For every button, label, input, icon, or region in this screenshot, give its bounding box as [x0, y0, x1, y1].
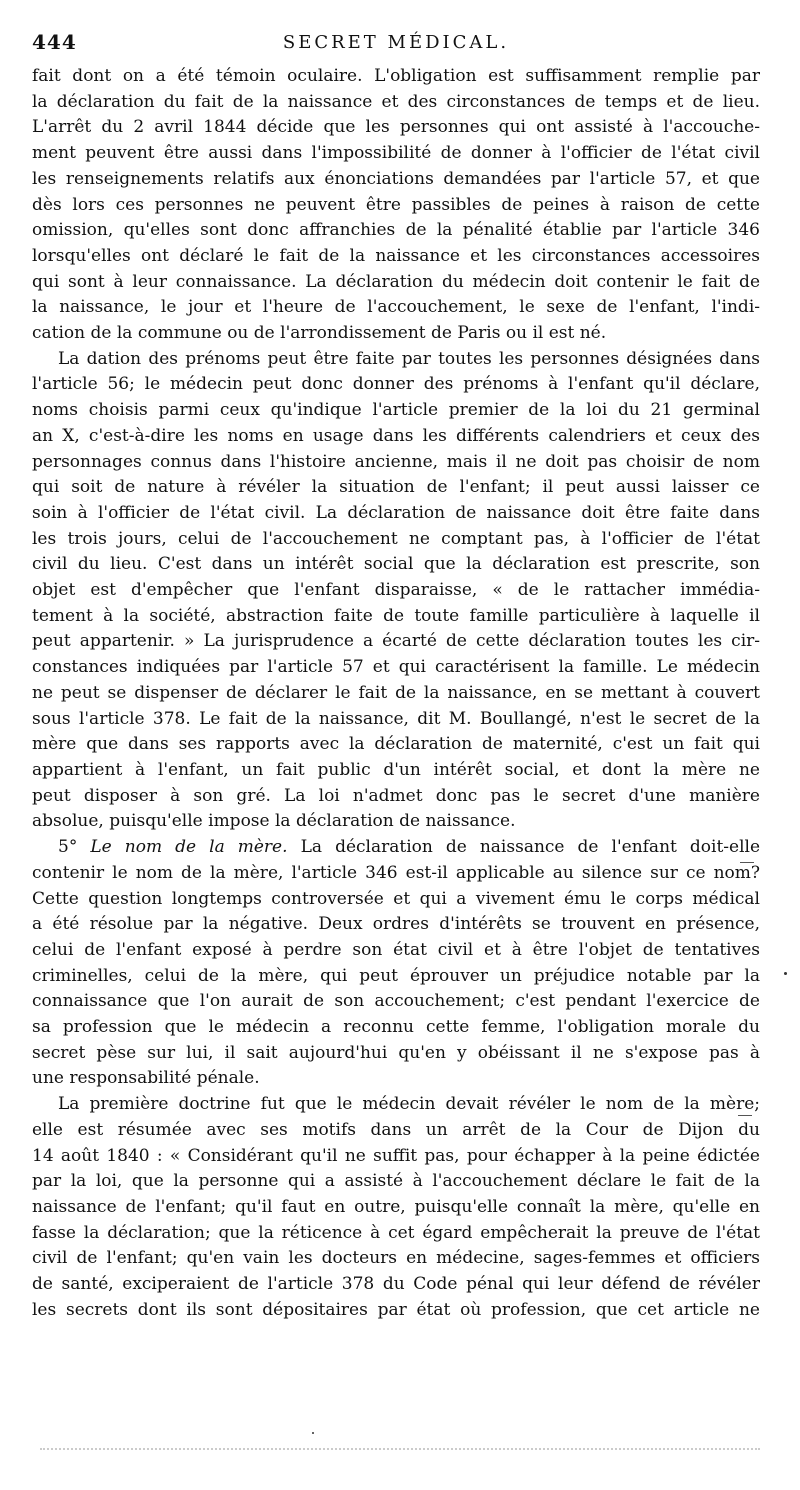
text-line: naissance de l'enfant; qu'il faut en outre, puisqu'elle connaît la mère, qu'elle en [32, 1196, 760, 1217]
text-line: les secrets dont ils sont dépositaires par état où profession, que cet article ne [32, 1299, 760, 1320]
text-line: cation de la commune ou de l'arrondissement de Paris ou il est né. [32, 323, 607, 344]
paragraph-first-line: La dation des prénoms peut être faite par toutes les personnes désignées dans [58, 348, 760, 369]
text-line: civil du lieu. C'est dans un intérêt social que la déclaration est prescrite, son [32, 554, 760, 575]
text-line: connaissance que l'on aurait de son accouchement; c'est pendant l'exercice de [32, 991, 760, 1012]
text-line: sous l'article 378. Le fait de la naissance, dit M. Boullangé, n'est le secret de la [32, 708, 760, 729]
text-line: de santé, exciperaient de l'article 378 du Code pénal qui leur défend de révéler [32, 1274, 760, 1295]
text-line: elle est résumée avec ses motifs dans un arrêt de la Cour de Dijon du [32, 1119, 760, 1140]
text-line: une responsabilité pénale. [32, 1068, 260, 1089]
text-line: les renseignements relatifs aux énonciations demandées par l'article 57, et que [32, 168, 760, 189]
page-header [32, 30, 760, 62]
text-line: L'arrêt du 2 avril 1844 décide que les personnes qui ont assisté à l'accouche- [32, 117, 760, 138]
text-line: qui soit de nature à révéler la situation de l'enfant; il peut aussi laisser ce [32, 477, 760, 498]
text-line: fait dont on a été témoin oculaire. L'obligation est suffisamment remplie par [32, 66, 760, 86]
text-line: absolue, puisqu'elle impose la déclaration de naissance. [32, 811, 516, 832]
margin-dash-mark [738, 1115, 752, 1116]
text-line: civil de l'enfant; qu'en vain les docteurs en médecine, sages-femmes et officiers [32, 1248, 760, 1269]
text-line: les trois jours, celui de l'accouchement ne comptant pas, à l'officier de l'état [32, 528, 760, 549]
body-text [32, 64, 760, 1323]
page-number: 444 [32, 30, 77, 54]
text-line: ment peuvent être aussi dans l'impossibilité de donner à l'officier de l'état civil [32, 143, 760, 164]
text-line: soin à l'officier de l'état civil. La déclaration de naissance doit être faite dans [32, 502, 760, 523]
text-line: a été résolue par la négative. Deux ordres d'intérêts se trouvent en présence, [32, 914, 760, 935]
text-line: par la loi, que la personne qui a assisté à l'accouchement déclare le fait de la [32, 1171, 760, 1192]
text-line: contenir le nom de la mère, l'article 346 est-il applicable au silence sur ce nom? [32, 862, 760, 883]
text-line: peut disposer à son gré. La loi n'admet donc pas le secret d'une manière [32, 785, 760, 806]
section-title: Le nom de la mère. [90, 837, 288, 858]
text-line: mère que dans ses rapports avec la déclaration de maternité, c'est un fait qui [32, 734, 760, 755]
text-line: celui de l'enfant exposé à perdre son état civil et à être l'objet de tentatives [32, 939, 760, 960]
text-line: appartient à l'enfant, un fait public d'un intérêt social, et dont la mère ne [32, 759, 760, 780]
ink-speck [312, 1432, 314, 1434]
section-heading-rest: La déclaration de naissance de l'enfant doit-elle [300, 837, 761, 858]
text-line: la naissance, le jour et l'heure de l'accouchement, le sexe de l'enfant, l'indi- [32, 297, 760, 318]
text-line: tement à la société, abstraction faite de toute famille particulière à laquelle il [32, 605, 760, 626]
text-line: dès lors ces personnes ne peuvent être passibles de peines à raison de cette [32, 194, 760, 215]
text-line: qui sont à leur connaissance. La déclaration du médecin doit contenir le fait de [32, 271, 760, 292]
section-number: 5° [58, 837, 78, 858]
text-line: l'article 56; le médecin peut donc donner des prénoms à l'enfant qu'il déclare, [32, 374, 760, 395]
text-line: omission, qu'elles sont donc affranchies de la pénalité établie par l'article 346 [32, 220, 760, 241]
text-line: 14 août 1840 : « Considérant qu'il ne suffit pas, pour échapper à la peine édictée [32, 1145, 760, 1166]
margin-dash-mark [740, 862, 754, 863]
section-heading-line [32, 835, 760, 861]
text-line: constances indiquées par l'article 57 et qui caractérisent la famille. Le médecin [32, 657, 760, 678]
running-title: SECRET MÉDICAL. [282, 32, 510, 53]
bottom-print-artifact [40, 1448, 760, 1454]
text-line: lorsqu'elles ont déclaré le fait de la naissance et les circonstances accessoires [32, 245, 760, 266]
text-line: peut appartenir. » La jurisprudence a écarté de cette déclaration toutes les cir- [32, 631, 760, 652]
text-line: Cette question longtemps controversée et qui a vivement ému le corps médical [32, 888, 760, 909]
text-line: an X, c'est-à-dire les noms en usage dans les différents calendriers et ceux des [32, 425, 760, 446]
text-line: la déclaration du fait de la naissance et des circonstances de temps et de lieu. [32, 91, 760, 112]
text-line: criminelles, celui de la mère, qui peut éprouver un préjudice notable par la [32, 965, 760, 986]
text-line: objet est d'empêcher que l'enfant disparaisse, « de le rattacher immédia- [32, 580, 760, 601]
paragraph-first-line: La première doctrine fut que le médecin devait révéler le nom de la mère; [58, 1094, 760, 1115]
text-line: noms choisis parmi ceux qu'indique l'article premier de la loi du 21 germinal [32, 400, 760, 421]
text-line: fasse la déclaration; que la réticence à cet égard empêcherait la preuve de l'état [32, 1222, 760, 1243]
text-line: secret pèse sur lui, il sait aujourd'hui qu'en y obéissant il ne s'expose pas à [32, 1042, 760, 1063]
text-line: personnages connus dans l'histoire ancienne, mais il ne doit pas choisir de nom [32, 451, 760, 472]
ink-speck [784, 972, 787, 975]
text-line: sa profession que le médecin a reconnu cette femme, l'obligation morale du [32, 1017, 760, 1038]
text-line: ne peut se dispenser de déclarer le fait de la naissance, en se mettant à couvert [32, 682, 760, 703]
